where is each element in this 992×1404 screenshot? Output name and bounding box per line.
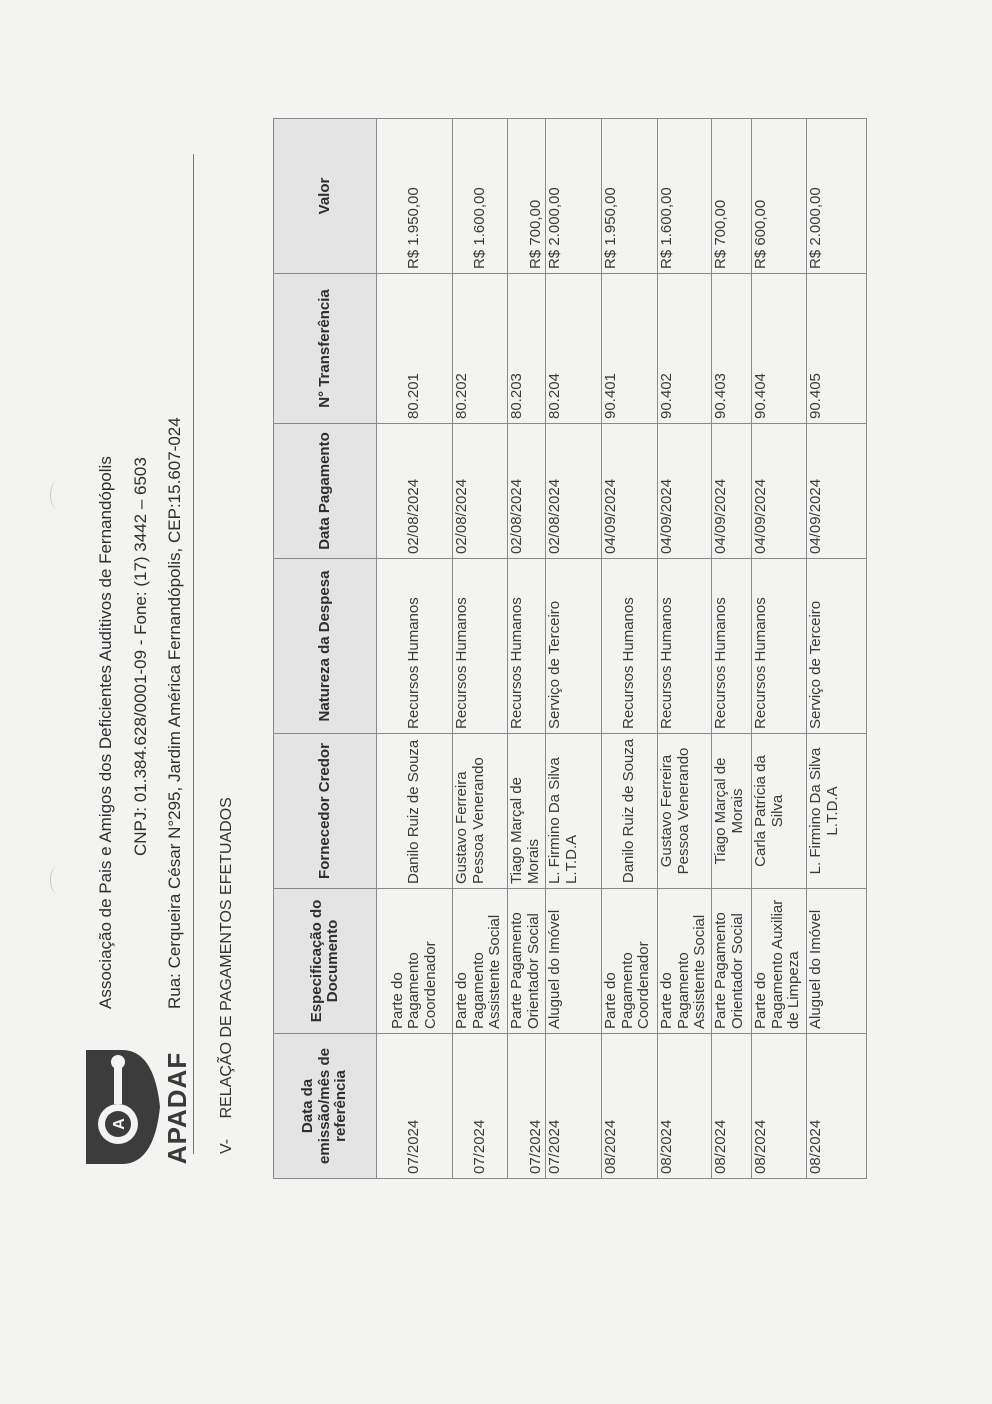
organization-name: Associação de Pais e Amigos dos Deficientes Auditivos de Fernandópolis bbox=[96, 456, 115, 1009]
cell-supplier: L. Firmino Da Silva L.T.D.A bbox=[807, 734, 867, 889]
table-row bbox=[752, 119, 807, 1179]
cell-expense-type: Recursos Humanos bbox=[658, 559, 712, 734]
cell-reference: 07/2024 bbox=[377, 1034, 453, 1179]
cell-reference: 08/2024 bbox=[807, 1034, 867, 1179]
cell-transfer-no: 90.402 bbox=[658, 274, 712, 424]
cell-value: R$ 700,00 bbox=[508, 119, 546, 274]
cell-document: Parte Pagamento Orientador Social bbox=[712, 889, 752, 1034]
cell-transfer-no: 90.404 bbox=[752, 274, 807, 424]
cell-value: R$ 600,00 bbox=[752, 119, 807, 274]
cell-reference: 08/2024 bbox=[752, 1034, 807, 1179]
table-row bbox=[453, 119, 508, 1179]
cell-value: R$ 1.600,00 bbox=[453, 119, 508, 274]
table-row bbox=[508, 119, 546, 1179]
cell-payment-date: 04/09/2024 bbox=[712, 424, 752, 559]
cell-reference: 07/2024 bbox=[546, 1034, 602, 1179]
cell-transfer-no: 80.203 bbox=[508, 274, 546, 424]
cell-transfer-no: 90.405 bbox=[807, 274, 867, 424]
scan-hole-mark bbox=[50, 866, 65, 894]
cell-expense-type: Recursos Humanos bbox=[752, 559, 807, 734]
cell-document: Parte do Pagamento Assistente Social bbox=[453, 889, 508, 1034]
cell-supplier: Danilo Ruiz de Souza bbox=[377, 734, 453, 889]
cell-document: Aluguel do Imóvel bbox=[807, 889, 867, 1034]
cell-value: R$ 1.600,00 bbox=[658, 119, 712, 274]
scan-hole-mark bbox=[50, 481, 65, 509]
cell-value: R$ 1.950,00 bbox=[602, 119, 658, 274]
table-row bbox=[546, 119, 602, 1179]
cell-payment-date: 02/08/2024 bbox=[508, 424, 546, 559]
cell-expense-type: Recursos Humanos bbox=[508, 559, 546, 734]
cell-supplier: Gustavo Ferreira Pessoa Venerando bbox=[453, 734, 508, 889]
col-header-supplier: Fornecedor Credor bbox=[274, 734, 377, 889]
table-row bbox=[658, 119, 712, 1179]
table-header-row bbox=[274, 119, 377, 1179]
cell-document: Parte Pagamento Orientador Social bbox=[508, 889, 546, 1034]
cell-payment-date: 04/09/2024 bbox=[752, 424, 807, 559]
col-header-transfer-no: N° Transferência bbox=[274, 274, 377, 424]
logo-letter: A bbox=[111, 1118, 128, 1130]
cell-supplier: Tiago Marçal de Morais bbox=[508, 734, 546, 889]
cell-payment-date: 04/09/2024 bbox=[602, 424, 658, 559]
payments-table bbox=[273, 118, 867, 1179]
cell-supplier: Tiago Marçal de Morais bbox=[712, 734, 752, 889]
header-divider bbox=[193, 154, 194, 1154]
cell-value: R$ 2.000,00 bbox=[546, 119, 602, 274]
cell-payment-date: 02/08/2024 bbox=[546, 424, 602, 559]
cell-expense-type: Recursos Humanos bbox=[453, 559, 508, 734]
col-header-reference: Data da emissão/mês de referência bbox=[274, 1034, 377, 1179]
cell-expense-type: Recursos Humanos bbox=[602, 559, 658, 734]
cell-document: Parte do Pagamento Assistente Social bbox=[658, 889, 712, 1034]
cell-reference: 08/2024 bbox=[658, 1034, 712, 1179]
col-header-value: Valor bbox=[274, 119, 377, 274]
cell-expense-type: Recursos Humanos bbox=[377, 559, 453, 734]
cell-supplier: L. Firmino Da Silva L.T.D.A bbox=[546, 734, 602, 889]
apadaf-logo bbox=[82, 1042, 192, 1172]
cell-document: Parte do Pagamento Coordenador bbox=[377, 889, 453, 1034]
cell-reference: 07/2024 bbox=[508, 1034, 546, 1179]
table-row bbox=[807, 119, 867, 1179]
cell-payment-date: 04/09/2024 bbox=[658, 424, 712, 559]
logo-wordmark: APADAF bbox=[162, 1051, 192, 1165]
section-number: V- bbox=[218, 1138, 235, 1154]
cell-expense-type: Serviço de Terceiro bbox=[546, 559, 602, 734]
section-title: RELAÇÃO DE PAGAMENTOS EFETUADOS bbox=[218, 797, 235, 1119]
cell-payment-date: 02/08/2024 bbox=[377, 424, 453, 559]
cell-transfer-no: 80.202 bbox=[453, 274, 508, 424]
cell-reference: 07/2024 bbox=[453, 1034, 508, 1179]
table-row bbox=[602, 119, 658, 1179]
col-header-document: Especificação do Documento bbox=[274, 889, 377, 1034]
logo-emblem-icon bbox=[82, 1042, 162, 1172]
cell-value: R$ 2.000,00 bbox=[807, 119, 867, 274]
cell-transfer-no: 90.403 bbox=[712, 274, 752, 424]
section-heading bbox=[218, 797, 236, 1154]
col-header-expense-type: Natureza da Despesa bbox=[274, 559, 377, 734]
cell-reference: 08/2024 bbox=[712, 1034, 752, 1179]
cell-document: Parte do Pagamento Coordenador bbox=[602, 889, 658, 1034]
contact-line: CNPJ: 01.384.628/0001-09 - Fone: (17) 3442 – 6503 bbox=[131, 457, 150, 856]
cell-supplier: Danilo Ruiz de Souza bbox=[602, 734, 658, 889]
col-header-payment-date: Data Pagamento bbox=[274, 424, 377, 559]
cell-reference: 08/2024 bbox=[602, 1034, 658, 1179]
cell-transfer-no: 90.401 bbox=[602, 274, 658, 424]
cell-payment-date: 04/09/2024 bbox=[807, 424, 867, 559]
cell-expense-type: Recursos Humanos bbox=[712, 559, 752, 734]
cell-supplier: Carla Patrícia da Silva bbox=[752, 734, 807, 889]
cell-transfer-no: 80.204 bbox=[546, 274, 602, 424]
cell-expense-type: Serviço de Terceiro bbox=[807, 559, 867, 734]
cell-document: Parte do Pagamento Auxiliar de Limpeza bbox=[752, 889, 807, 1034]
cell-payment-date: 02/08/2024 bbox=[453, 424, 508, 559]
address-line: Rua: Cerqueira César N°295, Jardim América Fernandópolis, CEP:15.607-024 bbox=[165, 417, 184, 1009]
cell-value: R$ 700,00 bbox=[712, 119, 752, 274]
cell-value: R$ 1.950,00 bbox=[377, 119, 453, 274]
cell-document: Aluguel do Imóvel bbox=[546, 889, 602, 1034]
table-row bbox=[712, 119, 752, 1179]
cell-supplier: Gustavo Ferreira Pessoa Venerando bbox=[658, 734, 712, 889]
cell-transfer-no: 80.201 bbox=[377, 274, 453, 424]
table-row bbox=[377, 119, 453, 1179]
